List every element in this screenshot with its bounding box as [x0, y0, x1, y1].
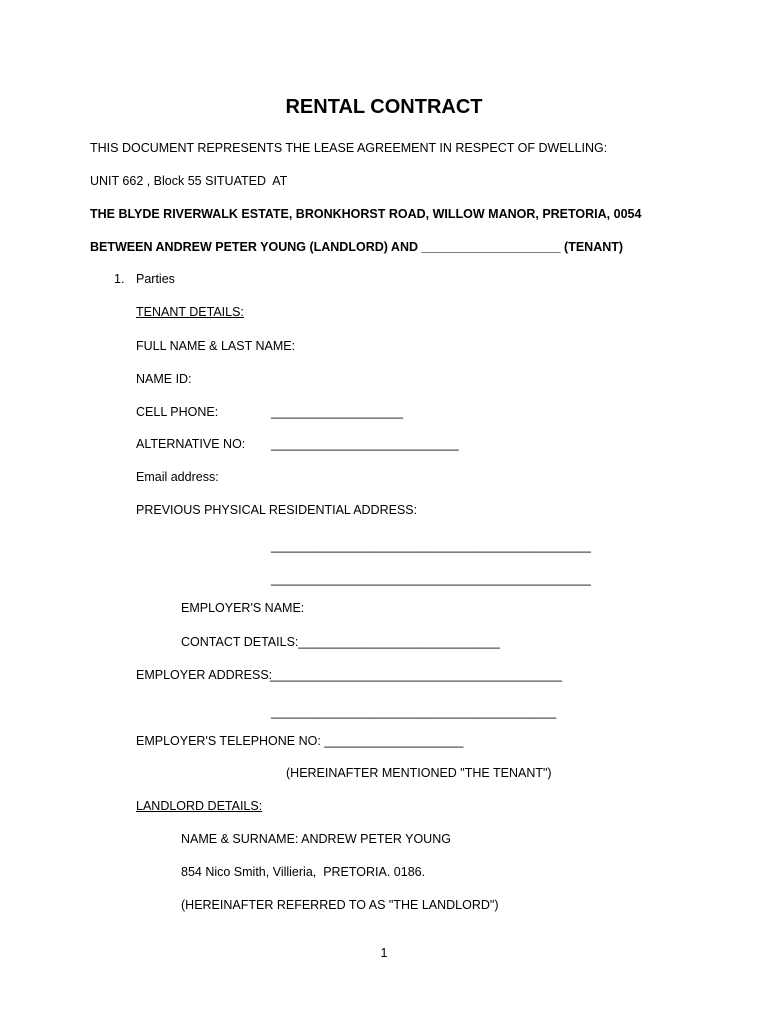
previous-address-blank-1: ______________________________________________ — [271, 539, 591, 553]
employer-telephone-line — [136, 733, 463, 749]
email-label: Email address: — [136, 470, 219, 484]
landlord-details-heading: LANDLORD DETAILS: — [136, 799, 263, 813]
section-number: 1. — [114, 272, 125, 286]
tenant-details-heading: TENANT DETAILS: — [136, 305, 244, 319]
estate-address: THE BLYDE RIVERWALK ESTATE, BRONKHORST ROAD, WILLOW MANOR, PRETORIA, 0054 — [90, 207, 642, 221]
between-line — [90, 239, 623, 255]
cell-phone-blank: ___________________ — [271, 405, 404, 419]
previous-address-blank-2: ______________________________________________ — [271, 572, 591, 586]
between-prefix: BETWEEN ANDREW PETER YOUNG (LANDLORD) AND — [90, 240, 419, 254]
name-id-label: NAME ID: — [136, 372, 192, 386]
employer-address-blank-1: __________________________________________ — [270, 668, 562, 682]
employer-telephone-label: EMPLOYER'S TELEPHONE NO: — [136, 734, 321, 748]
employer-name-label: EMPLOYER'S NAME: — [181, 601, 305, 615]
tenant-name-blank: ____________________ — [421, 240, 561, 254]
contact-details-label: CONTACT DETAILS: — [181, 635, 299, 649]
intro-text: THIS DOCUMENT REPRESENTS THE LEASE AGREEMENT IN RESPECT OF DWELLING: — [90, 141, 608, 155]
unit-text: UNIT 662 , Block 55 SITUATED AT — [90, 174, 288, 188]
contact-details-line — [181, 634, 500, 650]
landlord-hereinafter: (HEREINAFTER REFERRED TO AS "THE LANDLORD") — [181, 898, 499, 912]
landlord-name: NAME & SURNAME: ANDREW PETER YOUNG — [181, 832, 451, 846]
employer-address-blank-2: _________________________________________ — [271, 705, 557, 719]
employer-telephone-blank: ____________________ — [324, 734, 464, 748]
page-number: 1 — [380, 946, 388, 960]
tenant-hereinafter: (HEREINAFTER MENTIONED "THE TENANT") — [286, 766, 552, 780]
alternative-no-blank: ___________________________ — [271, 437, 459, 451]
section-title: Parties — [136, 272, 175, 286]
landlord-address: 854 Nico Smith, Villieria, PRETORIA. 0186. — [181, 865, 426, 879]
cell-phone-label: CELL PHONE: — [136, 405, 219, 419]
contact-details-blank: _____________________________ — [298, 635, 500, 649]
between-suffix: (TENANT) — [564, 240, 624, 254]
document-title: RENTAL CONTRACT — [285, 96, 483, 118]
previous-address-label: PREVIOUS PHYSICAL RESIDENTIAL ADDRESS: — [136, 503, 418, 517]
employer-address-label: EMPLOYER ADDRESS: — [136, 668, 273, 682]
alternative-no-label: ALTERNATIVE NO: — [136, 437, 246, 451]
full-name-label: FULL NAME & LAST NAME: — [136, 339, 296, 353]
